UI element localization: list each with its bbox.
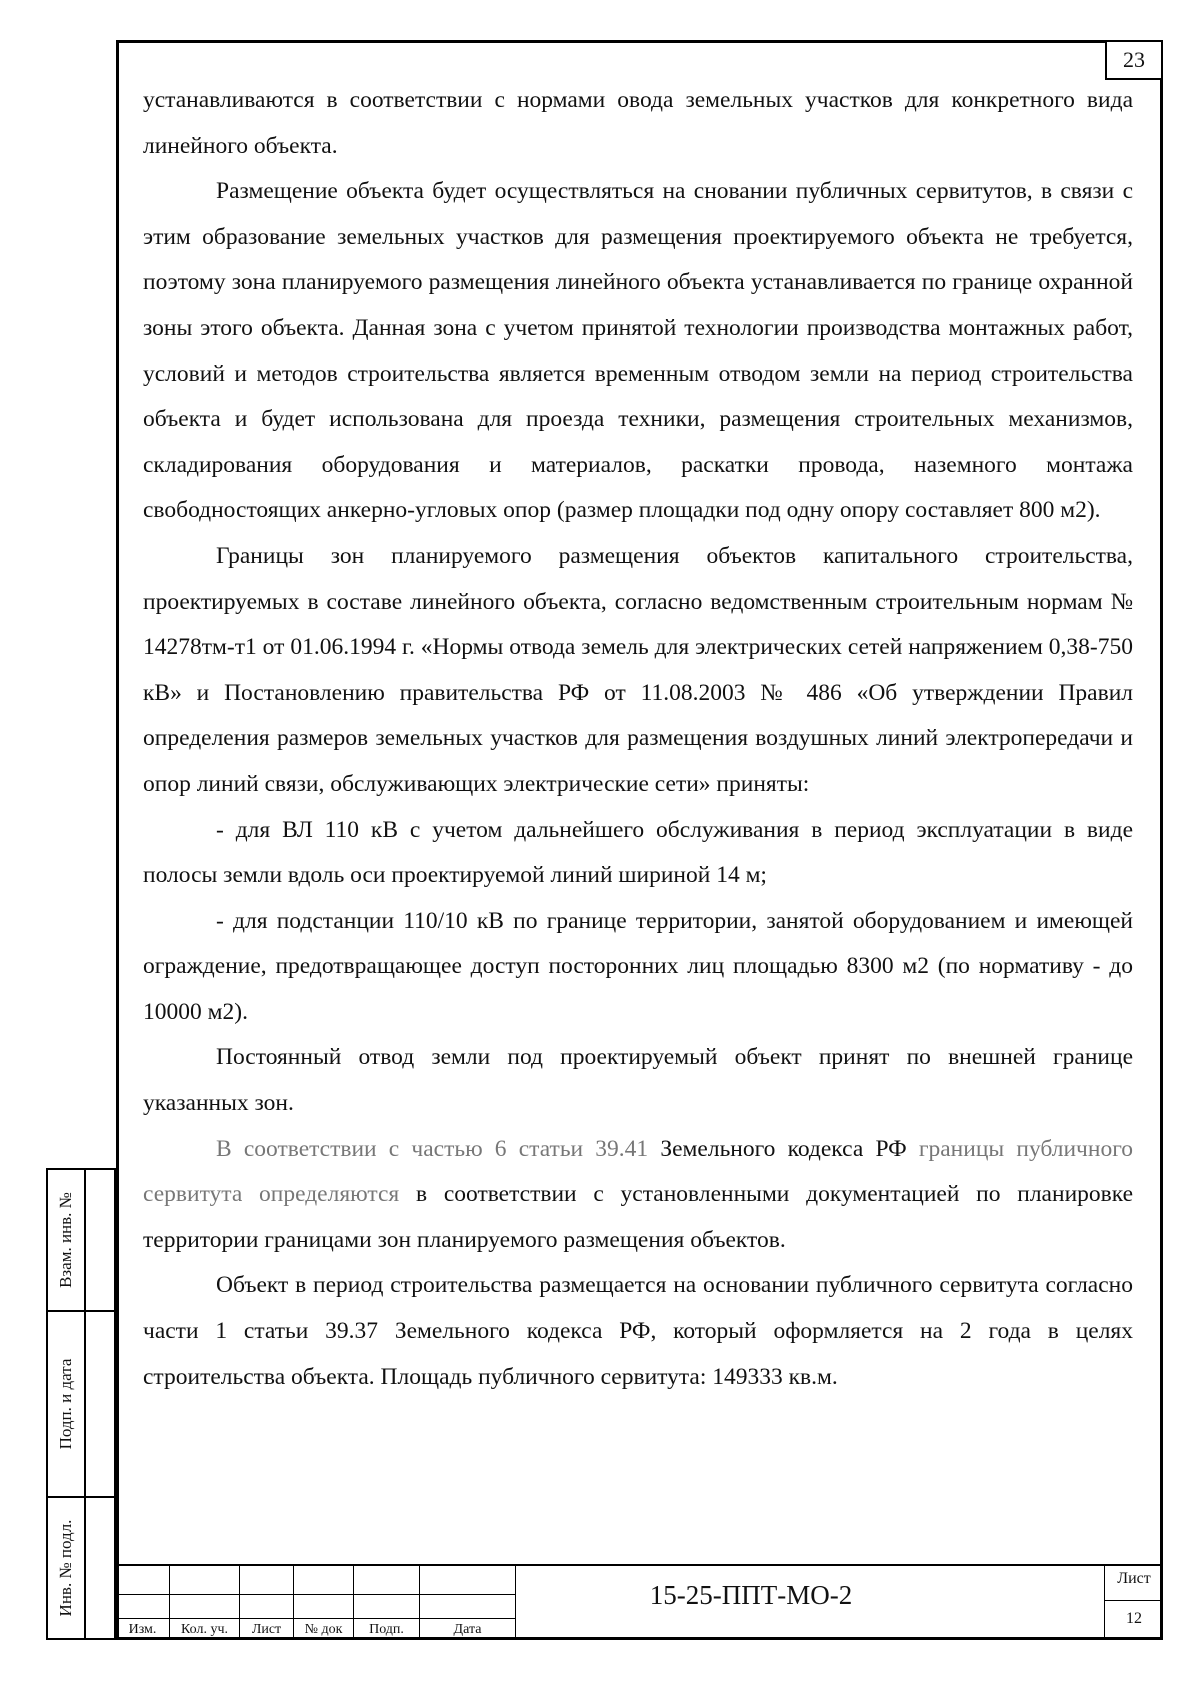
paragraph: Границы зон планируемого размещения объектов капитального строительства, проектируемых в составе линейного объекта, согласно ведомственным строительным нормам № 14278тм-т1 от 01.06.1994 г. «Нормы отвода земель для электрических сетей напряжением 0,38-750 кВ» и Постановлению правительства РФ от 11.08.2003 № 486 «Об утверждении Правил определения размеров земельных участков для размещения воздушных линий электропередачи и опор линий связи, обслуживающих электрические сети» приняты:: [143, 542, 1133, 797]
col-list: Лист: [240, 1566, 294, 1640]
col-podp: Подп.: [354, 1566, 420, 1640]
text-run: в соответствии с установленными документацией по планировке территории границами зон планируемого размещения объектов.: [143, 1181, 1133, 1253]
col-izm: Изм.: [116, 1566, 170, 1640]
side-stamp: [46, 1168, 116, 1640]
col-ndok: № док: [294, 1566, 354, 1640]
faded-text: границы публичного сервитута определяются: [143, 1135, 1134, 1208]
page-number: 23: [1105, 40, 1163, 80]
paragraph: Размещение объекта будет осуществляться на сновании публичных сервитутов, в связи с этим образование земельных участков для размещения проектируемого объекта не требуется, поэтому зона планируемого размещения линейного объекта устанавливается по границе охранной зоны этого объекта. Данная зона с учетом принятой технологии производства монтажных работ, условий и методов строительства является временным отводом земли на период строительства объекта и будет использована для проезда техники, размещения строительных механизмов, складирования оборудования и материалов, раскатки провода, наземного монтажа свободностоящих анкерно-угловых опор (размер площадки под одну опору составляет 800 м2).: [143, 178, 1133, 524]
sheet-label: Лист: [1117, 1570, 1151, 1587]
col-data: Дата: [420, 1566, 516, 1640]
paragraph: Объект в период строительства размещается на основании публичного сервитута согласно части 1 статьи 39.37 Земельного кодекса РФ, который оформляется на 2 года в целях строительства объекта. Площадь публичного сервитута: 149333 кв.м.: [143, 1272, 1133, 1390]
sheet-number: 12: [1126, 1610, 1142, 1627]
col-kol: Кол. уч.: [170, 1566, 240, 1640]
title-block: [116, 1564, 1163, 1640]
paragraph: Постоянный отвод земли под проектируемый объект принят по внешней границе указанных зон.: [143, 1044, 1133, 1117]
list-item: - для подстанции 110/10 кВ по границе территории, занятой оборудованием и имеющей ограждение, предотвращающее доступ посторонних лиц площадью 8300 м2 (по нормативу - до 10000 м2).: [143, 907, 1133, 1025]
side-row-podp: [48, 1310, 114, 1496]
list-item: - для ВЛ 110 кВ с учетом дальнейшего обслуживания в период эксплуатации в виде полосы земли вдоль оси проектируемой линий шириной 14 м;: [143, 816, 1133, 889]
paragraph: [143, 1127, 1133, 1264]
document-body: [143, 78, 1133, 1400]
document-code: 15-25-ППТ-МО-2: [649, 1580, 853, 1610]
side-row-vzam: [48, 1170, 114, 1310]
side-label: Взам. инв. №: [56, 1192, 75, 1288]
text-run: Земельного кодекса РФ: [648, 1135, 919, 1162]
side-row-inv: [48, 1496, 114, 1638]
paragraph: устанавливаются в соответствии с нормами овода земельных участков для конкретного вида линейного объекта.: [143, 87, 1133, 159]
side-label: Подп. и дата: [56, 1358, 75, 1450]
side-label: Инв. № подл.: [56, 1519, 75, 1617]
faded-text: В соответствии с частью 6 статьи 39.41: [216, 1135, 649, 1162]
